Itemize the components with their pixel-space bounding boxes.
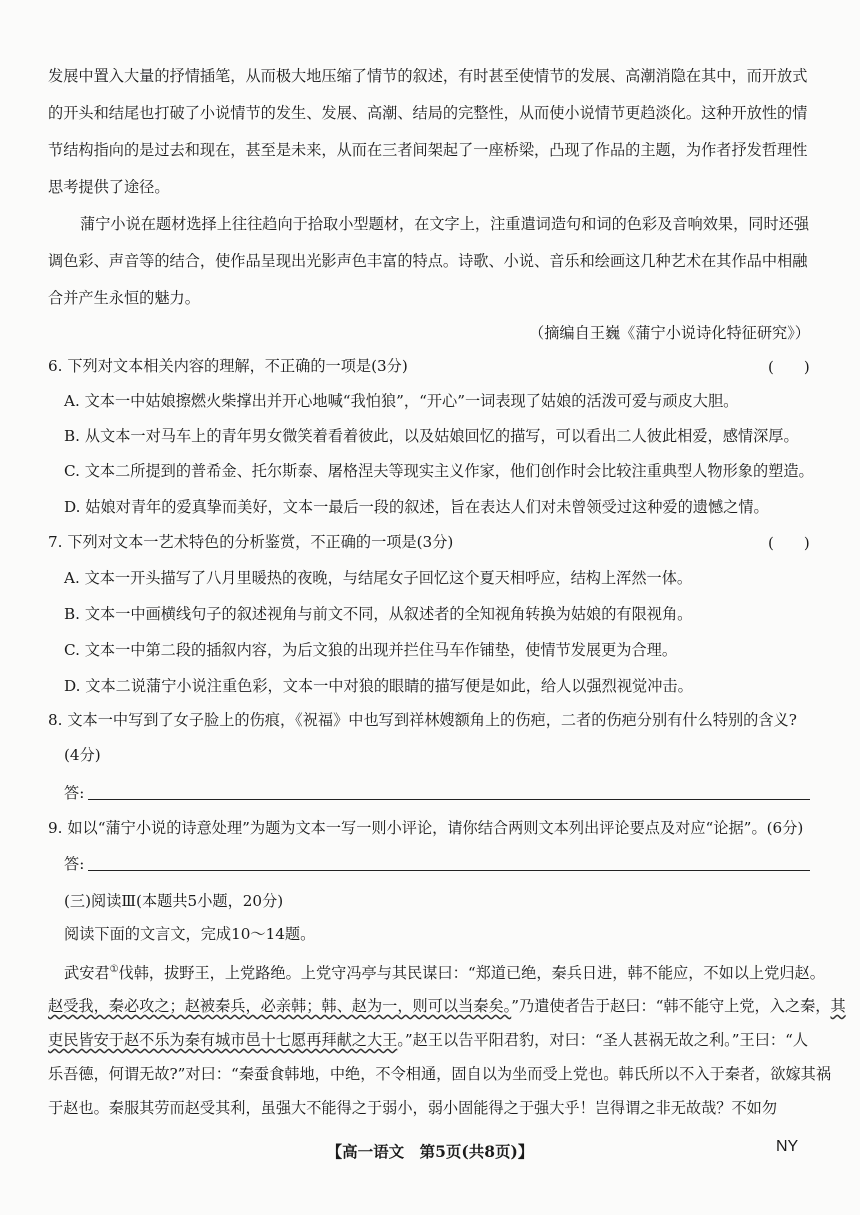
- passage-line: 的开头和结尾也打破了小说情节的发生、发展、高潮、结局的完整性，从而使小说情节更趋淡化。这种开放性的情: [48, 104, 808, 122]
- answer-line[interactable]: [88, 870, 810, 871]
- section-heading: (三)阅读Ⅲ(本题共5小题，20分): [64, 892, 284, 910]
- classical-text-line: 乐吾德，何谓无故?”对曰：“秦蚕食韩地，中绝，不令相通，固自以为坐而受上党也。韩氏所以不入于秦者，欲嫁其祸: [48, 1065, 832, 1083]
- answer-label: 答:: [64, 855, 85, 873]
- answer-paren[interactable]: ( ): [768, 358, 810, 376]
- option-d[interactable]: D. 文本二说蒲宁小说注重色彩，文本一中对狼的眼睛的描写便是如此，给人以强烈视觉冲击。: [64, 677, 693, 695]
- option-c[interactable]: C. 文本一中第二段的插叙内容，为后文狼的出现并拦住马车作铺垫，使情节发展更为合理。: [64, 641, 678, 659]
- option-c[interactable]: C. 文本二所提到的普希金、托尔斯泰、屠格涅夫等现实主义作家，他们创作时会比较注重典型人物形象的塑造。: [64, 462, 814, 480]
- page-footer: 【高一语文 第5页(共8页)】: [326, 1142, 534, 1161]
- wavy-underlined-sentence: 赵受我，秦必攻之；赵被秦兵，必亲韩；韩、赵为一，则可以当秦矣。: [48, 997, 512, 1015]
- passage-line: 合并产生永恒的魅力。: [48, 289, 200, 307]
- option-a[interactable]: A. 文本一中姑娘擦燃火柴撑出并开心地喊“我怕狼”，“开心”一词表现了姑娘的活泼可爱与顽皮大胆。: [64, 392, 739, 410]
- option-b[interactable]: B. 文本一中画横线句子的叙述视角与前文不同，从叙述者的全知视角转换为姑娘的有限视角。: [64, 605, 693, 623]
- classical-text-line: 赵受我，秦必攻之；赵被秦兵，必亲韩；韩、赵为一，则可以当秦矣。”乃遣使者告于赵曰：“韩不能守上党，入之秦，其: [48, 997, 846, 1015]
- option-d[interactable]: D. 姑娘对青年的爱真挚而美好，文本一最后一段的叙述，旨在表达人们对未曾领受过这种爱的遗憾之情。: [64, 498, 769, 516]
- passage-line: 蒲宁小说在题材选择上往往趋向于拾取小型题材，在文字上，注重遣词造句和词的色彩及音响效果，同时还强: [80, 215, 809, 233]
- question-7-stem: 7. 下列对文本一艺术特色的分析鉴赏，不正确的一项是(3分): [48, 533, 454, 551]
- answer-line[interactable]: [88, 799, 810, 800]
- answer-label: 答:: [64, 784, 85, 802]
- question-8-stem: 8. 文本一中写到了女子脸上的伤痕，《祝福》中也写到祥林嫂额角上的伤疤，二者的伤疤分别有什么特别的含义?: [48, 711, 797, 729]
- option-b[interactable]: B. 从文本一对马车上的青年男女微笑着看着彼此，以及姑娘回忆的描写，可以看出二人彼此相爱，感情深厚。: [64, 427, 799, 445]
- option-a[interactable]: A. 文本一开头描写了八月里暖热的夜晚，与结尾女子回忆这个夏天相呼应，结构上浑然一体。: [64, 569, 693, 587]
- question-9-stem: 9. 如以“蒲宁小说的诗意处理”为题为文本一写一则小评论，请你结合两则文本列出评论要点及对应“论据”。(6分): [48, 819, 804, 837]
- footnote-marker: ①: [109, 964, 119, 975]
- classical-text-line: 吏民皆安于赵不乐为秦有城市邑十七愿再拜献之大王。”赵王以告平阳君豹，对曰：“圣人甚祸无故之利。”王曰：“人: [48, 1031, 809, 1049]
- passage-line: 调色彩、声音等的结合，使作品呈现出光影声色丰富的特点。诗歌、小说、音乐和绘画这几种艺术在其作品中相融: [48, 252, 808, 270]
- paper-code: NY: [776, 1138, 799, 1155]
- classical-text-line: 武安君①伐韩，拔野王，上党路绝。上党守冯亭与其民谋曰：“郑道已绝，秦兵日进，韩不能应，不如以上党归赵。: [64, 964, 825, 983]
- attribution: （摘编自王巍《蒲宁小说诗化特征研究》）: [529, 324, 810, 342]
- wavy-underlined-sentence: 吏民皆安于赵不乐为秦有城市邑十七愿再拜献之大王: [48, 1031, 398, 1049]
- passage-line: 思考提供了途径。: [48, 178, 170, 196]
- question-8-points: (4分): [64, 746, 101, 764]
- answer-paren[interactable]: ( ): [768, 534, 810, 552]
- classical-text-line: 于赵也。秦服其劳而赵受其利，虽强大不能得之于弱小，弱小固能得之于强大乎！岂得谓之非无故哉？不如勿: [48, 1099, 777, 1117]
- passage-line: 发展中置入大量的抒情插笔，从而极大地压缩了情节的叙述，有时甚至使情节的发展、高潮消隐在其中，而开放式: [48, 67, 808, 85]
- question-6-stem: 6. 下列对文本相关内容的理解，不正确的一项是(3分): [48, 357, 408, 375]
- section-instruction: 阅读下面的文言文，完成10～14题。: [64, 925, 316, 943]
- passage-line: 节结构指向的是过去和现在，甚至是未来，从而在三者间架起了一座桥梁，凸现了作品的主题，为作者抒发哲理性: [48, 141, 808, 159]
